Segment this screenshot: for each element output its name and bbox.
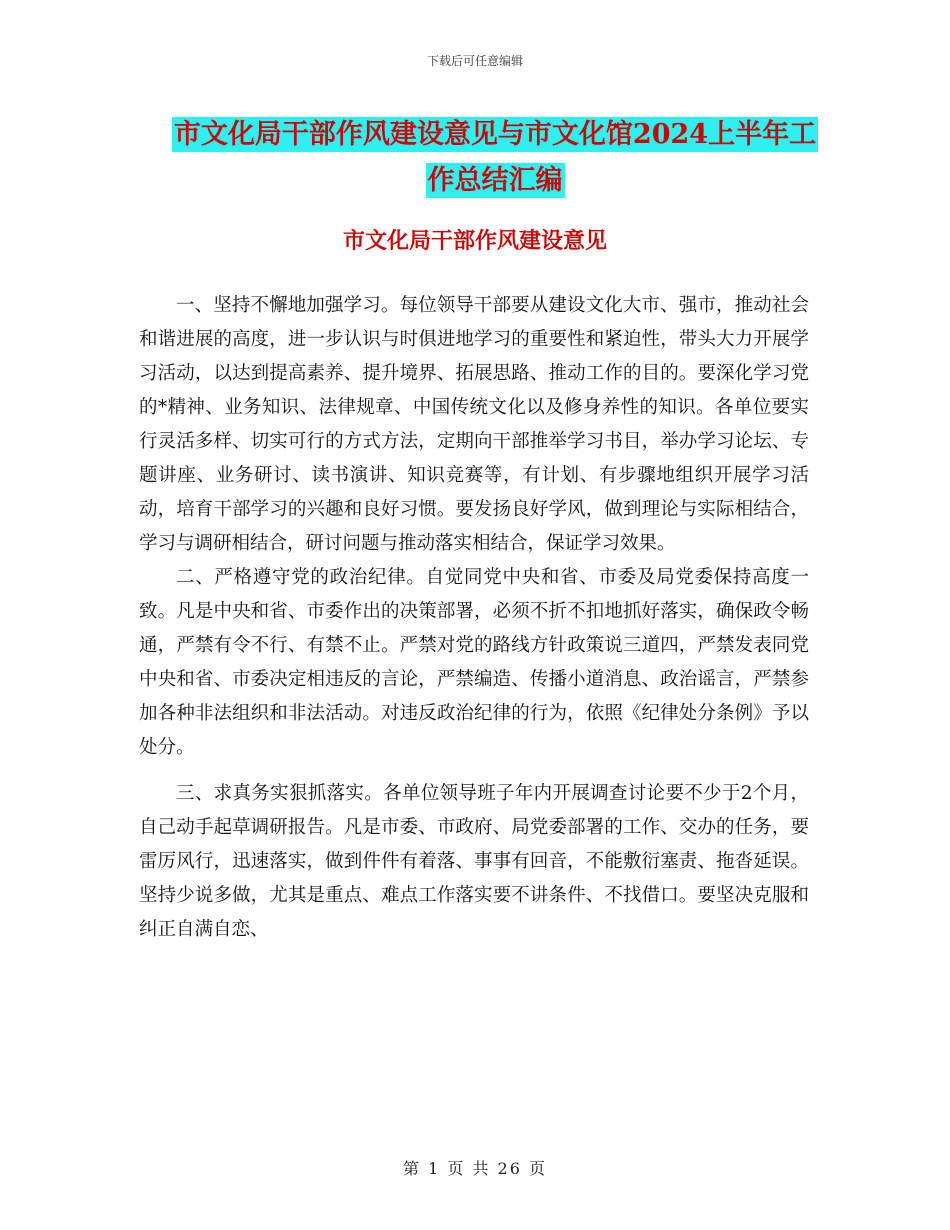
- document-title: [140, 112, 850, 204]
- title-line-1: 市文化局干部作风建设意见与市文化馆2024上半年工: [173, 119, 817, 150]
- header-note: 下载后可任意编辑: [426, 54, 523, 68]
- title-line-2: 作总结汇编: [427, 165, 563, 196]
- page-footer: 第 1 页 共 26 页: [403, 1159, 547, 1178]
- paragraph-1: 一、坚持不懈地加强学习。每位领导干部要从建设文化大市、强市，推动社会和谐进展的高度，进一步认识与时俱进地学习的重要性和紧迫性，带头大力开展学习活动，以达到提高素养、提升境界、拓展思路、推动工作的目的。要深化学习党的*精神、业务知识、法律规章、中国传统文化以及修身养性的知识。各单位要实行灵活多样、切实可行的方式方法，定期向干部推举学习书目，举办学习论坛、专题讲座、业务研讨、读书演讲、知识竞赛等，有计划、有步骤地组织开展学习活动，培育干部学习的兴趣和良好习惯。要发扬良好学风，做到理论与实际相结合，学习与调研相结合，研讨问题与推动落实相结合，保证学习效果。: [139, 295, 809, 554]
- body-text: [139, 289, 809, 947]
- paragraph-3: 三、求真务实狠抓落实。各单位领导班子年内开展调查讨论要不少于2个月，自己动手起草调研报告。凡是市委、市政府、局党委部署的工作、交办的任务，要雷厉风行，迅速落实，做到件件有着落、事事有回音，不能敷衍塞责、拖沓延误。坚持少说多做，尤其是重点、难点工作落实要不讲条件、不找借口。要坚决克服和纠正自满自恋、: [139, 783, 809, 940]
- section-title: 市文化局干部作风建设意见: [342, 228, 607, 254]
- paragraph-2: 二、严格遵守党的政治纪律。自觉同党中央和省、市委及局党委保持高度一致。凡是中央和省、市委作出的决策部署，必须不折不扣地抓好落实，确保政令畅通，严禁有令不行、有禁不止。严禁对党的路线方针政策说三道四，严禁发表同党中央和省、市委决定相违反的言论，严禁编造、传播小道消息、政治谣言，严禁参加各种非法组织和非法活动。对违反政治纪律的行为，依照《纪律处分条例》予以处分。: [139, 567, 809, 758]
